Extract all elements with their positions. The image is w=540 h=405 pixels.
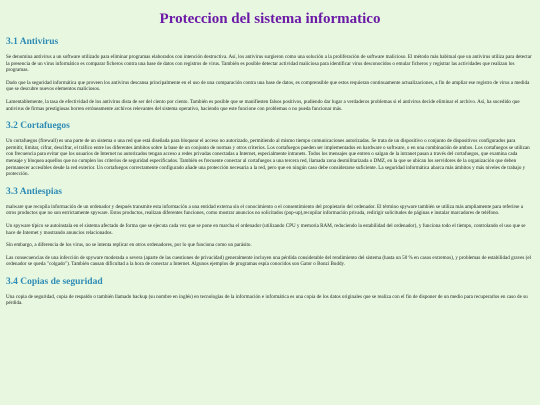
page-title: Proteccion del sistema informatico xyxy=(159,11,381,27)
section-heading-copias-de-seguridad: 3.4 Copias de seguridad xyxy=(6,276,103,287)
section-heading-antivirus: 3.1 Antivirus xyxy=(6,37,59,47)
paragraph: Un spyware típico se autoinstala en el sistema afectado de forma que se ejecuta cada vez que se pone en marcha el ordenador (utilizando CPU y memoria RAM, reduciendo la estabilidad del ordenador), y funciona todo el tiempo, controlando el uso que se hace de Internet y mostrando anuncios relacionados. xyxy=(6,222,526,236)
section-antivirus xyxy=(6,36,534,112)
paragraph: Una copia de seguridad, copia de respaldo o también llamado backup (su nombre en inglés) en tecnologías de la información e informática es una copia de los datos originales que se realiza con el fin de disponer de un medio para recuperarlos en caso de su pérdida. xyxy=(6,293,528,307)
paragraph: Sin embargo, a diferencia de los virus, no se intenta replicar en otros ordenadores, por lo que funciona como un parásito. xyxy=(6,242,252,249)
paragraph: malware que recopila información de un ordenador y después transmite esta información a una entidad externa sin el conocimiento o el consentimiento del propietario del ordenador. El término spyware también se utiliza más ampliamente para referirse a otros productos que no son estrictamente spyware. Estos productos, realizan diferentes funciones, como mostrar anuncios no solicitados (pop-up),recopilar información privada, redirigir solicitudes de páginas e instalar marcadores de teléfono. xyxy=(6,203,523,217)
section-heading-cortafuegos: 3.2 Cortafuegos xyxy=(6,121,70,132)
section-heading-antiespias: 3.3 Antiespias xyxy=(6,186,62,197)
paragraph: Dado que la seguridad informática que proveen los antivirus descansa principalmente en el uso de una comparación contra una base de datos, es comprensible que estos requieran continuamente actualizaciones, a fin de ampliar ese registro de virus a medida que se descubre nuevos elementos maliciosos. xyxy=(6,79,530,93)
paragraph: Las consecuencias de una infección de spyware moderada o severa (aparte de las cuestiones de privacidad) generalmente incluyen una pérdida considerable del rendimiento del sistema (hasta un 50 % en casos extremos), y problemas de estabilidad graves (el ordenador se queda "colgado"). También causan dificultad a la hora de conectar a Internet. Algunos ejemplos de programas espía conocidos son Gator o Bonzi Buddy. xyxy=(6,254,532,268)
paragraph: Se denomina antivirus a un software utilizado para eliminar programas elaborados con intención destructiva. Así, los antivirus surgieron como una solución a la proliferación de software malicioso. El método más habitual que un antivirus utiliza para detectar la presencia de un virus informático es comparar ficheros contra una base de datos con registros de virus. También es posible detectar actividad maliciosa para identificar virus desconocidos o emular ficheros y registrar las actividades que realizan los programas. xyxy=(6,54,532,74)
section-cortafuegos xyxy=(6,120,534,178)
paragraph: Un cortafuegos (firewall) es una parte de un sistema o una red que está diseñada para bloquear el acceso no autorizado, permitiendo al mismo tiempo comunicaciones autorizadas. Se trata de un dispositivo o conjunto de dispositivos configurados para permitir, limitar, cifrar, descifrar, el tráfico entre los diferentes ámbitos sobre la base de un conjunto de normas y otros criterios. Los cortafuegos pueden ser implementados en hardware o software, o en una combinación de ambos. Los cortafuegos se utilizan con frecuencia para evitar que los usuarios de Internet no autorizados tengan acceso a redes privadas conectadas a Internet, especialmente intranets. Todos los mensajes que entren o salgan de la intranet pasan a través del cortafuegos, que examina cada mensaje y bloquea aquellos que no cumplen los criterios de seguridad especificados. También es frecuente conectar al cortafuegos a una tercera red, llamada zona desmilitarizada o DMZ, en la que se ubican los servidores de la organización que deben permanecer accesibles desde la red exterior. Un cortafuegos correctamente configurado añade una protección necesaria a la red, pero que en ningún caso debe considerarse suficiente. La seguridad informática abarca más ámbitos y más niveles de trabajo y protección. xyxy=(6,138,530,178)
section-copias-de-seguridad xyxy=(6,276,534,307)
paragraph: Lamentablemente, la tasa de efectividad de los antivirus dista de ser del ciento por ciento. También es posible que se manifiesten falsos positivos, pudiendo dar lugar a verdaderos problemas si el antivirus decide eliminar el archivo. Así, ha sucedido que antivirus de firmas prestigiosas borren erróneamente archivos relevantes del sistema operativo, haciendo que este funcione con problemas o no pueda funcionar más. xyxy=(6,98,520,112)
section-antiespias xyxy=(6,186,534,268)
